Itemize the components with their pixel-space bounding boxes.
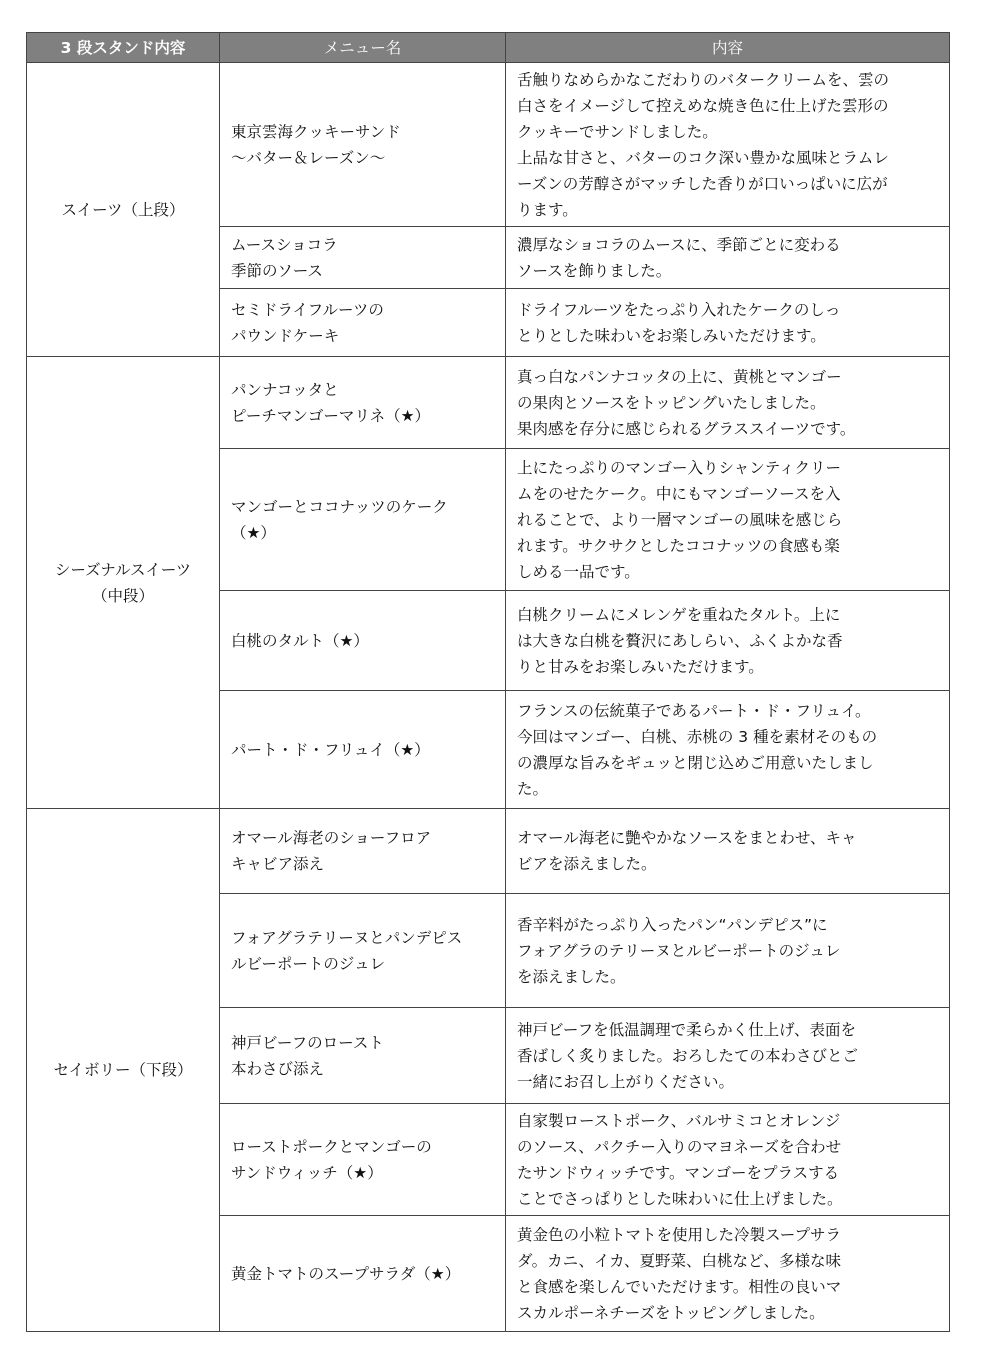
section-label bbox=[27, 357, 220, 809]
menu-name-line: 神戸ビーフのロースト bbox=[231, 1033, 384, 1052]
section-label-line: （中段） bbox=[91, 586, 154, 605]
description-line: 白さをイメージして控えめな焼き色に仕上げた雲形の bbox=[517, 96, 889, 115]
menu-table bbox=[26, 32, 950, 1332]
description-cell bbox=[506, 691, 950, 809]
menu-name-cell bbox=[220, 289, 506, 357]
menu-name-line: ピーチマンゴーマリネ（★） bbox=[231, 406, 430, 425]
description-line: 今回はマンゴー、白桃、赤桃の 3 種を素材そのもの bbox=[517, 727, 878, 746]
menu-name-cell bbox=[220, 1008, 506, 1104]
menu-name-line: 白桃のタルト（★） bbox=[231, 631, 369, 650]
description-line: しめる一品です。 bbox=[517, 562, 640, 581]
description-cell bbox=[506, 894, 950, 1008]
description-line: 香ばしく炙りました。おろしたての本わさびとご bbox=[517, 1046, 859, 1065]
description-line: ります。 bbox=[517, 200, 578, 219]
menu-name-line: マンゴーとココナッツのケーク bbox=[231, 497, 448, 516]
table-row bbox=[27, 809, 950, 894]
menu-name-line: 東京雲海クッキーサンド bbox=[231, 122, 401, 141]
menu-name-line: サンドウィッチ（★） bbox=[231, 1163, 383, 1182]
menu-name-line: パウンドケーキ bbox=[231, 326, 340, 345]
description-line: の果肉とソースをトッピングいたしました。 bbox=[517, 393, 826, 412]
menu-name-line: ルビーポートのジュレ bbox=[231, 954, 386, 973]
menu-name-cell bbox=[220, 449, 506, 591]
header-description: 内容 bbox=[506, 33, 950, 63]
description-line: 白桃クリームにメレンゲを重ねたタルト。上に bbox=[517, 605, 841, 624]
table-row bbox=[27, 63, 950, 227]
description-line: を添えました。 bbox=[517, 967, 626, 986]
menu-name-line: キャビア添え bbox=[231, 855, 325, 873]
description-line: ダ。カニ、イカ、夏野菜、白桃など、多様な味 bbox=[517, 1251, 841, 1270]
menu-name-line: パート・ド・フリュイ（★） bbox=[231, 740, 430, 759]
description-line: とりとした味わいをお楽しみいただけます。 bbox=[517, 326, 826, 345]
menu-name-line: 本わさび添え bbox=[231, 1059, 325, 1078]
menu-name-line: 黄金トマトのスープサラダ（★） bbox=[231, 1264, 461, 1283]
description-line: フォアグラのテリーヌとルビーポートのジュレ bbox=[517, 941, 841, 960]
header-row bbox=[27, 33, 950, 63]
menu-name-cell bbox=[220, 591, 506, 691]
description-line: 一緒にお召し上がりください。 bbox=[517, 1072, 735, 1091]
description-line: 真っ白なパンナコッタの上に、黄桃とマンゴー bbox=[517, 367, 842, 386]
description-line: 神戸ビーフを低温調理で柔らかく仕上げ、表面を bbox=[517, 1020, 856, 1039]
menu-name-cell bbox=[220, 1216, 506, 1332]
menu-name-cell bbox=[220, 227, 506, 289]
description-line: りと甘みをお楽しみいただけます。 bbox=[517, 657, 764, 676]
description-line: 上にたっぷりのマンゴー入りシャンティクリー bbox=[517, 458, 841, 477]
menu-name-line: ローストポークとマンゴーの bbox=[231, 1137, 432, 1156]
menu-name-cell bbox=[220, 1104, 506, 1216]
section-label-line: シーズナルスイーツ bbox=[54, 560, 192, 579]
section-label-line: セイボリー（下段） bbox=[53, 1061, 193, 1079]
section-label bbox=[27, 809, 220, 1332]
description-line: ソースを飾りました。 bbox=[517, 261, 672, 280]
description-cell bbox=[506, 1008, 950, 1104]
section-label bbox=[27, 63, 220, 357]
description-cell bbox=[506, 357, 950, 449]
description-cell bbox=[506, 1216, 950, 1332]
description-line: ことでさっぱりとした味わいに仕上げました。 bbox=[517, 1189, 843, 1208]
menu-name-line: セミドライフルーツの bbox=[231, 300, 384, 319]
menu-name-line: ～バター＆レーズン～ bbox=[231, 148, 386, 167]
description-cell bbox=[506, 449, 950, 591]
menu-name-cell bbox=[220, 894, 506, 1008]
description-cell bbox=[506, 227, 950, 289]
menu-name-cell bbox=[220, 63, 506, 227]
description-line: の濃厚な旨みをギュッと閉じ込めご用意いたしまし bbox=[517, 753, 874, 772]
description-cell bbox=[506, 1104, 950, 1216]
description-line: フランスの伝統菓子であるパート・ド・フリュイ。 bbox=[517, 701, 871, 720]
description-line: れることで、より一層マンゴーの風味を感じら bbox=[517, 510, 843, 529]
menu-name-line: ムースショコラ bbox=[231, 235, 338, 254]
description-line: のソース、パクチー入りのマヨネーズを合わせ bbox=[517, 1137, 842, 1156]
table-row bbox=[27, 357, 950, 449]
description-line: 舌触りなめらかなこだわりのバタークリームを、雲の bbox=[517, 70, 890, 89]
description-line: 黄金色の小粒トマトを使用した冷製スープサラ bbox=[517, 1225, 841, 1244]
description-line: ムをのせたケーク。中にもマンゴーソースを入 bbox=[517, 484, 841, 503]
description-line: れます。サクサクとしたココナッツの食感も楽 bbox=[517, 536, 840, 555]
description-line: ーズンの芳醇さがマッチした香りが口いっぱいに広が bbox=[517, 174, 888, 193]
description-line: 果肉感を存分に感じられるグラススイーツです。 bbox=[517, 419, 856, 438]
description-line: スカルポーネチーズをトッピングしました。 bbox=[517, 1303, 825, 1322]
description-line: オマール海老に艶やかなソースをまとわせ、キャ bbox=[517, 829, 857, 847]
menu-name-line: オマール海老のショーフロア bbox=[231, 829, 432, 847]
header-menu-name: メニュー名 bbox=[220, 33, 506, 63]
description-line: た。 bbox=[517, 779, 549, 798]
menu-table-body bbox=[27, 63, 950, 1332]
description-cell bbox=[506, 289, 950, 357]
description-line: と食感を楽しんでいただけます。相性の良いマ bbox=[517, 1277, 842, 1296]
description-cell bbox=[506, 591, 950, 691]
description-line: クッキーでサンドしました。 bbox=[517, 122, 718, 141]
description-line: たサンドウィッチです。マンゴーをプラスする bbox=[517, 1163, 840, 1182]
description-line: ビアを添えました。 bbox=[517, 855, 657, 873]
menu-name-line: （★） bbox=[231, 523, 276, 542]
menu-name-line: パンナコッタと bbox=[231, 380, 339, 399]
description-line: は大きな白桃を贅沢にあしらい、ふくよかな香 bbox=[517, 631, 843, 650]
description-line: 上品な甘さと、バターのコク深い豊かな風味とラムレ bbox=[517, 148, 889, 167]
description-line: 濃厚なショコラのムースに、季節ごとに変わる bbox=[517, 235, 841, 254]
header-section: 3 段スタンド内容 bbox=[27, 33, 220, 63]
menu-name-cell bbox=[220, 809, 506, 894]
menu-name-line: 季節のソース bbox=[231, 261, 323, 280]
menu-name-cell bbox=[220, 357, 506, 449]
description-cell bbox=[506, 63, 950, 227]
description-line: ドライフルーツをたっぷり入れたケークのしっ bbox=[517, 300, 841, 319]
section-label-line: スイーツ（上段） bbox=[61, 200, 185, 219]
menu-name-cell bbox=[220, 691, 506, 809]
description-cell bbox=[506, 809, 950, 894]
description-line: 自家製ローストポーク、バルサミコとオレンジ bbox=[517, 1111, 841, 1130]
menu-name-line: フォアグラテリーヌとパンデピス bbox=[231, 928, 463, 947]
description-line: 香辛料がたっぷり入ったパン“パンデピス”に bbox=[517, 915, 828, 934]
